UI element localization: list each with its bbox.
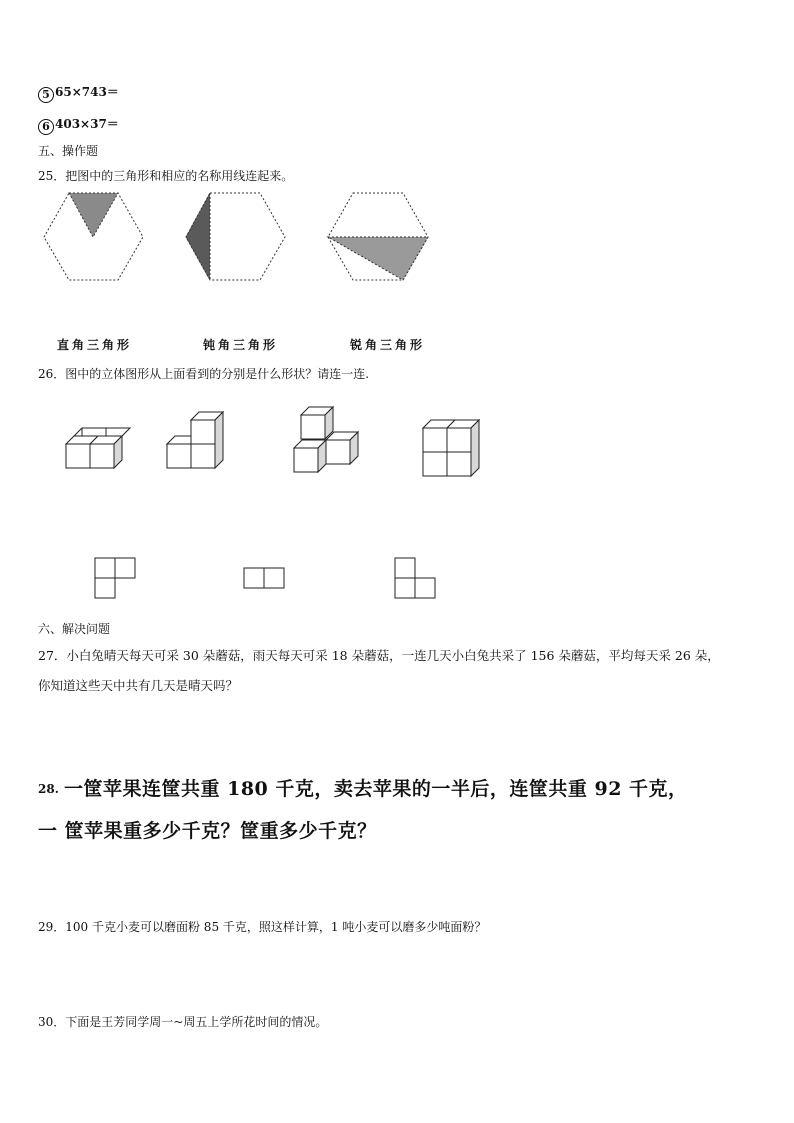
calc-expression: 403×37＝	[55, 117, 119, 131]
section-title: 六、解决问题	[38, 622, 111, 636]
question-29: 29．100 千克小麦可以磨面粉 85 千克，照这样计算，1 吨小麦可以磨多少吨面粉？	[38, 920, 487, 934]
question-25: 25．把图中的三角形和相应的名称用线连起来。	[38, 169, 294, 183]
section-title: 五、操作题	[38, 144, 99, 158]
question-text: 一筐苹果连筐共重 180 千克，卖去苹果的一半后，连筐共重 92 千克，	[63, 778, 688, 800]
question-27-line-2: 你知道这些天中共有几天是晴天吗？	[38, 678, 239, 693]
calc-expression: 65×743＝	[55, 85, 119, 99]
label-obtuse-triangle: 钝角三角形	[203, 338, 279, 352]
label-right-triangle: 直角三角形	[57, 338, 133, 352]
question-28-line-2: 一 筐苹果重多少千克？筐重多少千克？	[38, 820, 377, 842]
question-28-line-1	[38, 774, 688, 801]
circled-number: 5	[38, 87, 54, 103]
question-number: 28.	[38, 782, 59, 796]
question-27-line-1: 27．小白兔晴天每天可采 30 朵蘑菇，雨天每天可采 18 朵蘑菇，一连几天小白兔共采了 156 朵蘑菇，平均每天采 26 朵，	[38, 648, 720, 663]
question-30: 30．下面是王芳同学周一~周五上学所花时间的情况。	[38, 1015, 328, 1029]
circled-number: 6	[38, 119, 54, 135]
question-26: 26．图中的立体图形从上面看到的分别是什么形状？请连一连.	[38, 367, 370, 381]
label-acute-triangle: 锐角三角形	[350, 338, 426, 352]
